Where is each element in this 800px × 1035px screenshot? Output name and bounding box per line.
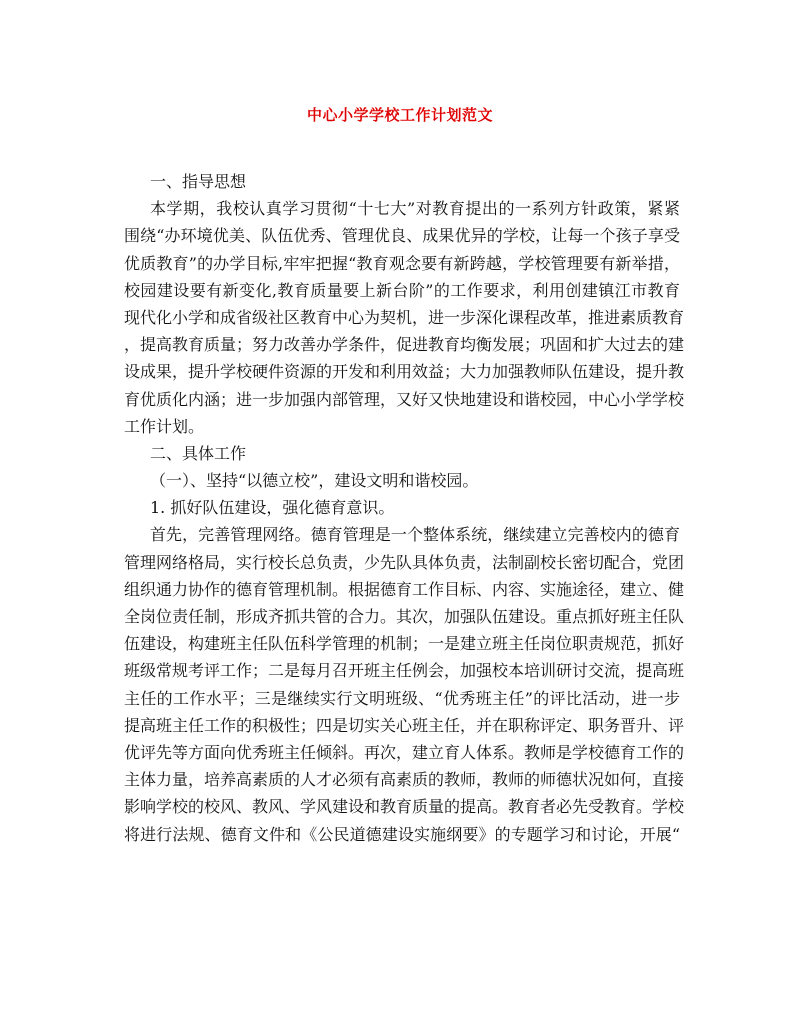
text-line: 设成果，提升学校硬件资源的开发和利用效益；大力加强教师队伍建设，提升教 xyxy=(124,362,685,382)
text-line: 一、指导思想 xyxy=(150,172,247,191)
text-line: 二、具体工作 xyxy=(150,443,247,463)
text-line: 组织通力协作的德育管理机制。根据德育工作目标、内容、实施途径，建立、健 xyxy=(124,579,685,599)
text-line: 校园建设要有新变化,教育质量要上新台阶”的工作要求，利用创建镇江市教育 xyxy=(124,280,680,300)
text-line: ，提高教育质量；努力改善办学条件，促进教育均衡发展；巩固和扩大过去的建 xyxy=(124,335,685,355)
text-line: 优质教育”的办学目标,牢牢把握“教育观念要有新跨越，学校管理要有新举措， xyxy=(124,253,680,273)
text-line: 主任的工作水平；三是继续实行文明班级、“优秀班主任”的评比活动，进一步 xyxy=(124,688,680,708)
text-line: 首先，完善管理网络。德育管理是一个整体系统，继续建立完善校内的德育 xyxy=(150,525,680,545)
text-line: 影响学校的校风、教风、学风建设和教育质量的提高。教育者必先受教育。学校 xyxy=(124,797,685,817)
text-line: （一）、坚持“以德立校”，建设文明和谐校园。 xyxy=(150,471,479,491)
text-line: 现代化小学和成省级社区教育中心为契机，进一步深化课程改革，推进素质教育 xyxy=(124,307,685,327)
text-line: 优评先等方面向优秀班主任倾斜。再次，建立育人体系。教师是学校德育工作的 xyxy=(124,742,685,762)
text-line: 全岗位责任制，形成齐抓共管的合力。其次，加强队伍建设。重点抓好班主任队 xyxy=(124,607,685,626)
text-line: 工作计划。 xyxy=(124,416,205,436)
text-line: 伍建设，构建班主任队伍科学管理的机制；一是建立班主任岗位职责规范，抓好 xyxy=(124,634,685,654)
text-line: 1. 抓好队伍建设，强化德育意识。 xyxy=(150,498,395,518)
text-line: 围绕“办环境优美、队伍优秀、管理优良、成果优异的学校，让每一个孩子享受 xyxy=(124,226,680,246)
text-line: 提高班主任工作的积极性；四是切实关心班主任，并在职称评定、职务晋升、评 xyxy=(124,715,685,735)
document-title: 中心小学学校工作计划范文 xyxy=(306,106,493,124)
text-line: 育优质化内涵；进一步加强内部管理，又好又快地建设和谐校园，中心小学学校 xyxy=(124,389,685,409)
text-line: 管理网络格局，实行校长总负责，少先队具体负责，法制副校长密切配合，党团 xyxy=(124,552,685,572)
document-body xyxy=(124,168,685,848)
text-line: 将进行法规、德育文件和《公民道德建设实施纲要》的专题学习和讨论，开展“ xyxy=(124,824,680,844)
text-line: 主体力量，培养高素质的人才必须有高素质的教师，教师的师德状况如何，直接 xyxy=(124,770,685,790)
text-line: 本学期，我校认真学习贯彻“十七大”对教育提出的一系列方针政策，紧紧 xyxy=(150,199,680,219)
text-line: 班级常规考评工作；二是每月召开班主任例会，加强校本培训研讨交流，提高班 xyxy=(124,661,685,681)
